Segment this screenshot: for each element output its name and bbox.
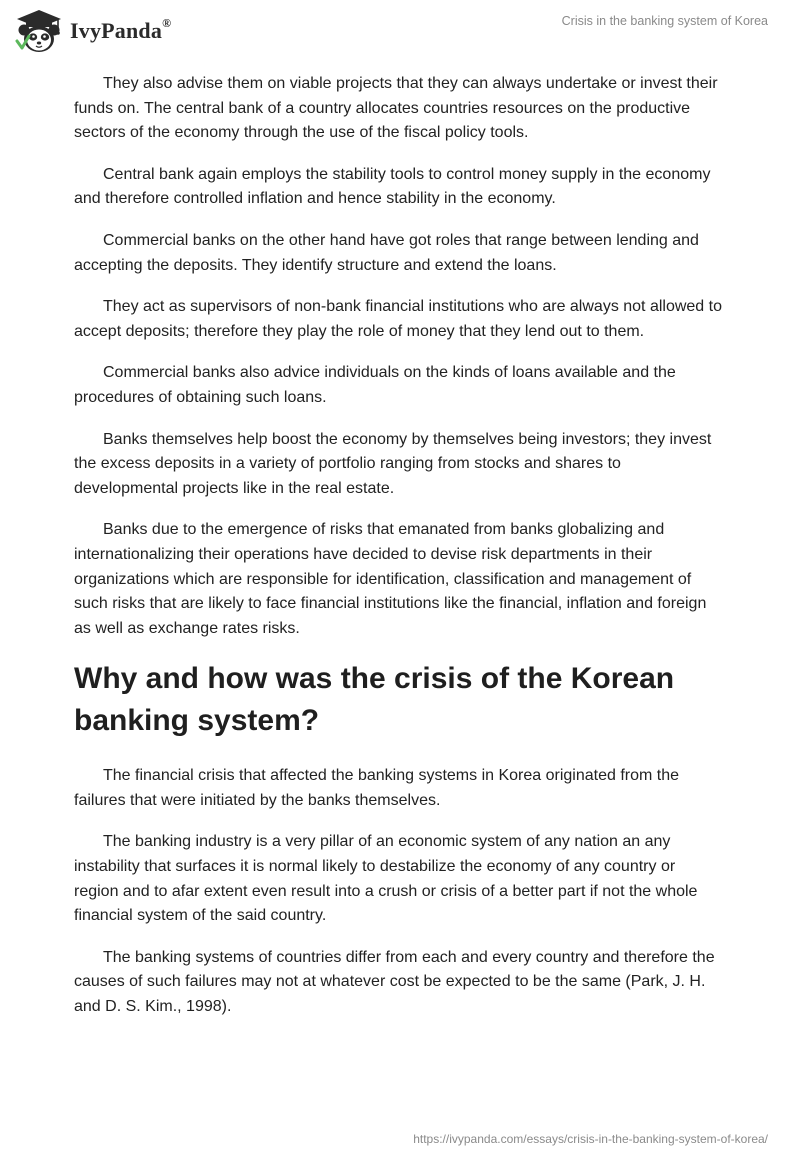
paragraph: They also advise them on viable projects that they can always undertake or invest their funds on. The central bank of a country allocates countries resources on the productive sectors of the economy through the use of the fiscal policy tools.	[74, 75, 718, 142]
paragraph: Commercial banks also advice individuals on the kinds of loans available and the procedures of obtaining such loans.	[74, 364, 676, 406]
essay-content	[74, 72, 724, 1037]
logo-text: IvyPanda®	[70, 16, 172, 43]
paragraph: Commercial banks on the other hand have got roles that range between lending and accepting the deposits. They identify structure and extend the loans.	[74, 231, 699, 274]
registered-mark: ®	[162, 16, 172, 30]
document-title: Crisis in the banking system of Korea	[561, 14, 768, 28]
paragraph: The financial crisis that affected the banking systems in Korea originated from the failures that were initiated by the banks themselves.	[74, 767, 680, 809]
paragraph: Banks due to the emergence of risks that emanated from banks globalizing and internationalizing their operations have decided to devise risk departments in their organizations which are responsible for identification, classification and management of such risks that are likely to face financial institutions like the financial, inflation and foreign as well as exchange rates risks.	[74, 521, 707, 637]
source-url[interactable]: https://ivypanda.com/essays/crisis-in-the-banking-system-of-korea/	[413, 1132, 768, 1146]
paragraph: Central bank again employs the stability tools to control money supply in the economy and therefore controlled inflation and hence stability in the economy.	[74, 165, 711, 208]
paragraph: Banks themselves help boost the economy by themselves being investors; they invest the excess deposits in a variety of portfolio ranging from stocks and shares to developmental projects like in the real estate.	[74, 430, 712, 497]
section-heading: Why and how was the crisis of the Korean banking system?	[74, 662, 675, 738]
ivypanda-logo[interactable]	[14, 8, 171, 54]
paragraph: The banking industry is a very pillar of an economic system of any nation an any instability that surfaces it is normal likely to destabilize the economy of any country or region and to afar extent even result into a crush or crisis of a better part if not the whole financial system of the said country.	[74, 833, 698, 925]
paragraph: They act as supervisors of non-bank financial institutions who are always not allowed to accept deposits; therefore they play the role of money that they lend out to them.	[74, 298, 722, 340]
paragraph: The banking systems of countries differ from each and every country and therefore the causes of such failures may not at whatever cost be expected to be the same (Park, J. H. and D. S. Kim., 1998).	[74, 948, 715, 1016]
page-header	[0, 0, 800, 64]
panda-graduate-icon	[14, 8, 64, 54]
